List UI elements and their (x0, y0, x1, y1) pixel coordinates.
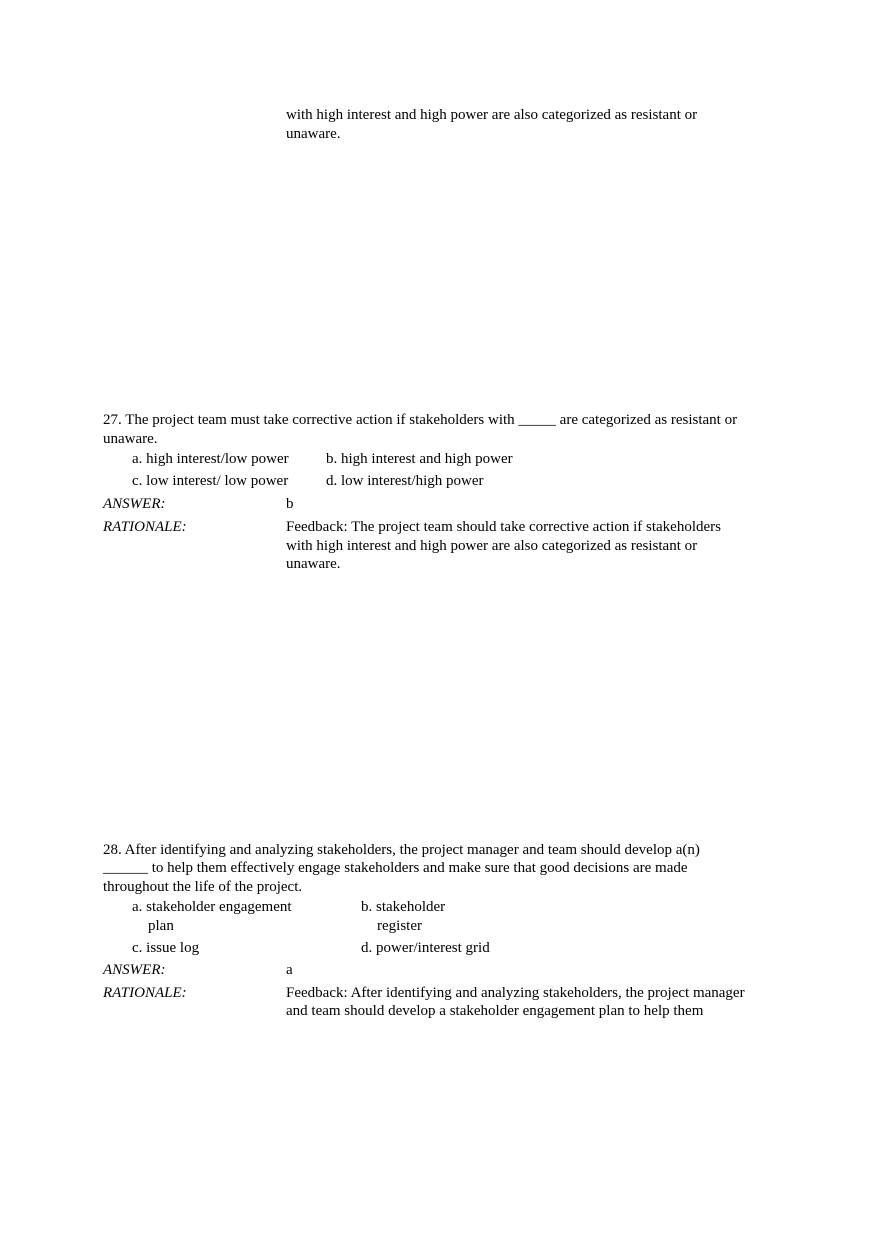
question-27-rationale-label: RATIONALE: (103, 519, 187, 535)
question-28-stem-line-3: throughout the life of the project. (103, 879, 303, 895)
question-27-rationale-line-3: unaware. (286, 556, 341, 572)
question-28-stem-line-2: ______ to help them effectively engage stakeholders and make sure that good decisions are made (103, 860, 688, 876)
question-27-option-b: b. high interest and high power (326, 451, 513, 467)
question-28-rationale-label: RATIONALE: (103, 985, 187, 1001)
question-28-answer-label: ANSWER: (103, 962, 166, 978)
question-27-answer-value: b (286, 496, 294, 512)
question-27-rationale-line-2: with high interest and high power are also categorized as resistant or (286, 538, 698, 554)
question-28-option-d: d. power/interest grid (361, 940, 490, 956)
question-27-rationale-line-1: Feedback: The project team should take corrective action if stakeholders (286, 519, 721, 535)
question-28-option-b-line-2: register (377, 918, 422, 934)
question-28-answer-value: a (286, 962, 293, 978)
question-27-answer-label: ANSWER: (103, 496, 166, 512)
question-28-rationale-line-1: Feedback: After identifying and analyzing stakeholders, the project manager (286, 985, 745, 1001)
question-28-rationale-line-2: and team should develop a stakeholder engagement plan to help them (286, 1003, 704, 1019)
question-28-option-a-line-1: a. stakeholder engagement (132, 899, 292, 915)
question-27-stem-line-2: unaware. (103, 431, 158, 447)
question-28-option-a-line-2: plan (148, 918, 174, 934)
question-27-option-c: c. low interest/ low power (132, 473, 289, 489)
question-28-option-c: c. issue log (132, 940, 200, 956)
question-28-option-b-line-1: b. stakeholder (361, 899, 446, 915)
continuation-line-1: with high interest and high power are also categorized as resistant or (286, 107, 698, 123)
question-28-stem-line-1: 28. After identifying and analyzing stakeholders, the project manager and team should develop a(n) (103, 842, 700, 858)
continuation-line-2: unaware. (286, 126, 341, 142)
question-27-option-a: a. high interest/low power (132, 451, 289, 467)
question-27-stem-line-1: 27. The project team must take corrective action if stakeholders with _____ are categorized as resistant or (103, 412, 738, 428)
question-27-option-d: d. low interest/high power (326, 473, 484, 489)
